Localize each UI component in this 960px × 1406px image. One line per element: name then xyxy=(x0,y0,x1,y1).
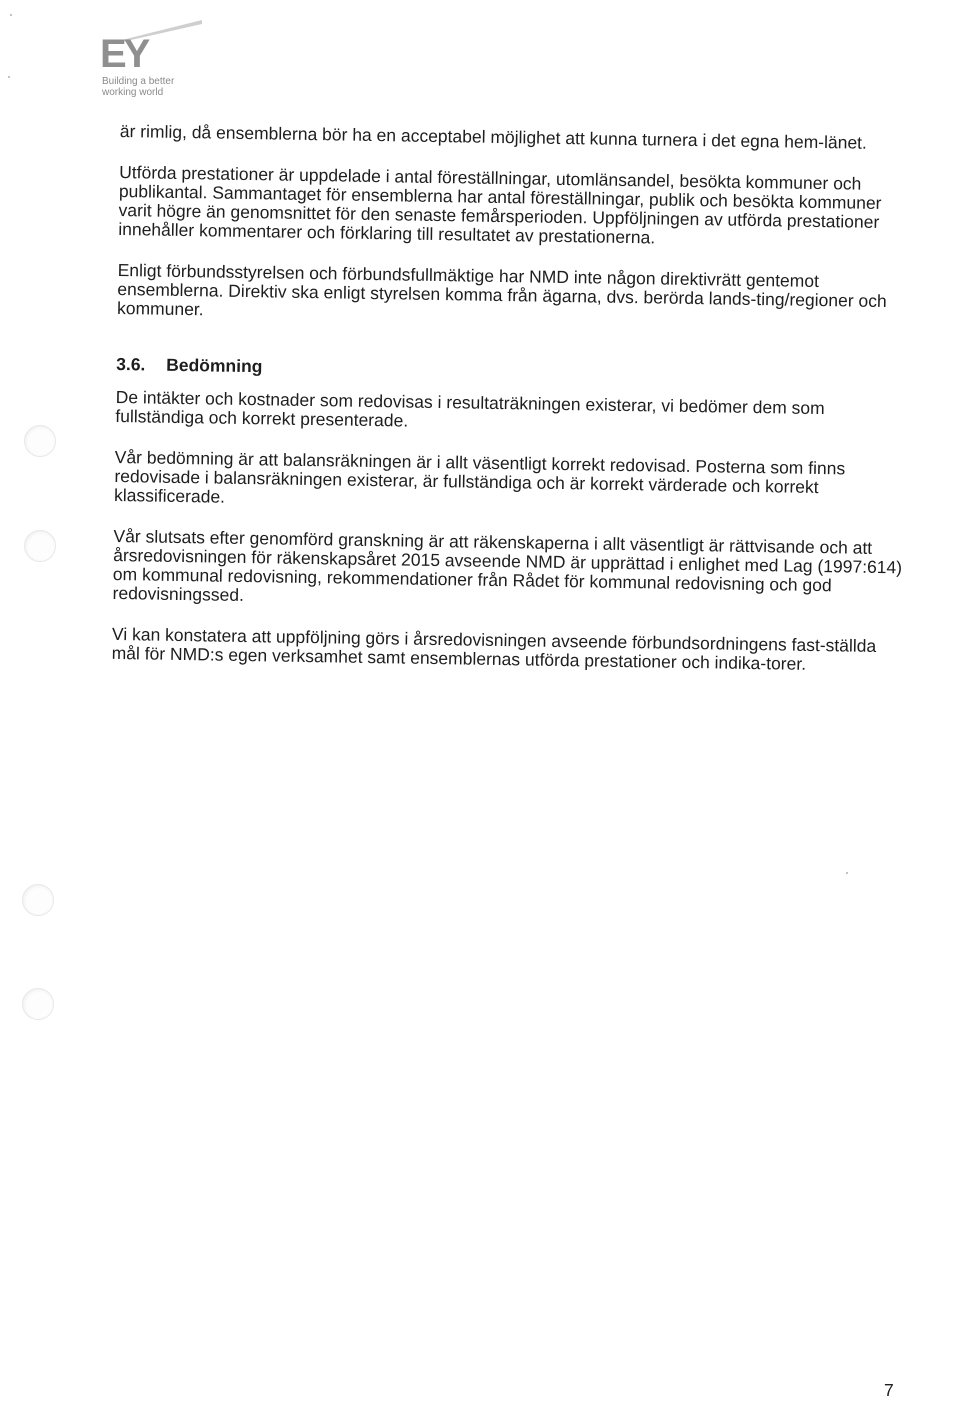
logo-tagline-line2: working world xyxy=(102,87,164,98)
scan-speck xyxy=(10,14,12,16)
punch-hole xyxy=(24,530,56,562)
paragraph-balansrakning: Vår bedömning är att balansräkningen är i allt väsentligt korrekt redovisad. Posterna som finns redovisade i balansräkningen existerar, är fullständiga och är korrekt värderade och korrekt klassificerade. xyxy=(113,446,846,507)
punch-hole xyxy=(24,425,56,457)
paragraph-prestationer: Utförda prestationer är uppdelade i antal föreställningar, utomlänsandel, besökta kommuner och publikantal. Sammantaget för ensemblerna har antal föreställningar, publik och besökta kommuner varit högre än genomsnittet för den senaste femårsperioden. Uppföljningen av utförda prestationer innehåller kommentarer och förklaring till resultatet av prestationerna. xyxy=(118,161,882,248)
section-title: Bedömning xyxy=(166,354,263,377)
logo-tagline xyxy=(102,76,174,98)
section-number: 3.6. xyxy=(116,353,146,375)
scan-speck xyxy=(8,76,10,78)
paragraph-slutsats: Vår slutsats efter genomförd granskning är att räkenskaperna i allt väsentligt är rättvisande och att årsredovisningen för räkenskapsåret 2015 avseende NMD är upprättad i enlighet med Lag (1997:614) om kommunal redovisning, rekommendationer från Rådet för kommunal redovisning och god redovisningssed. xyxy=(112,525,903,606)
paragraph-resultatrakning: De intäkter och kostnader som redovisas i resultaträkningen existerar, vi bedömer dem som fullständiga och korrekt presenterade. xyxy=(115,386,825,431)
paragraph-uppfoljning: Vi kan konstatera att uppföljning görs i årsredovisningen avseende förbundsordningens fast-ställda mål för NMD:s egen verksamhet samt ensemblernas utförda prestationer och indika-torer. xyxy=(111,623,877,674)
punch-hole xyxy=(22,884,54,916)
ey-logo xyxy=(100,20,210,100)
logo-mark: EY xyxy=(100,32,148,76)
paragraph-direktivratt: Enligt förbundsstyrelsen och förbundsfullmäktige har NMD inte någon direktivrätt gentemot ensemblerna. Direktiv ska enligt styrelsen komma från ägarna, dvs. berörda lands-ting/regioner och kommuner. xyxy=(116,259,887,320)
document-body xyxy=(112,122,910,675)
punch-hole xyxy=(22,988,54,1020)
scan-speck xyxy=(846,872,848,874)
logo-tagline-line1: Building a better xyxy=(102,76,175,87)
section-heading xyxy=(116,354,906,386)
paragraph-continuation: är rimlig, då ensemblerna bör ha en acceptabel möjlighet att kunna turnera i det egna hem-länet. xyxy=(119,121,868,153)
page-number: 7 xyxy=(884,1380,894,1400)
